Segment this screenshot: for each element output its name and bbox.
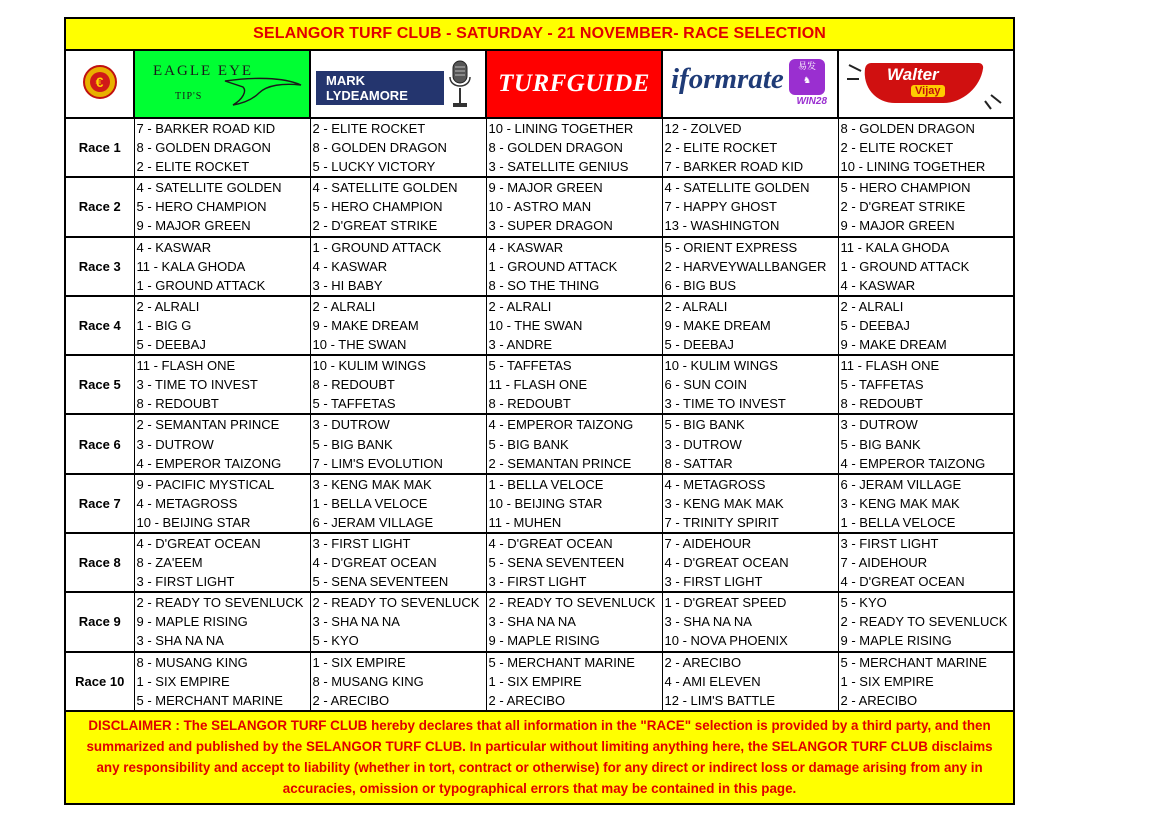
horse-pick: 7 - BARKER ROAD KID: [136, 121, 276, 136]
horse-pick: 3 - KENG MAK MAK: [840, 495, 960, 511]
horse-pick: 5 - MERCHANT MARINE: [488, 654, 635, 670]
horse-pick: 3 - FIRST LIGHT: [664, 574, 763, 590]
horse-pick: 6 - JERAM VILLAGE: [312, 514, 434, 530]
horse-pick: 3 - KENG MAK MAK: [664, 495, 784, 511]
horse-pick: 4 - D'GREAT OCEAN: [488, 535, 613, 551]
horse-pick: 8 - GOLDEN DRAGON: [840, 121, 975, 136]
horse-pick: 2 - D'GREAT STRIKE: [312, 218, 438, 234]
horse-pick: 2 - ARECIBO: [840, 692, 918, 708]
iformrate-badge-text: 易发: [797, 61, 816, 71]
tipster-picks-cell: [662, 533, 838, 592]
eagle-eye-logo-text: EAGLE EYE: [153, 63, 254, 79]
race-label: Race 1: [65, 118, 134, 177]
horse-pick: 8 - REDOUBT: [136, 396, 219, 412]
horse-pick: 1 - SIX EMPIRE: [840, 673, 934, 689]
tipster-picks-cell: [838, 652, 1014, 711]
horse-pick: 2 - ALRALI: [136, 298, 200, 314]
horse-pick: 1 - SIX EMPIRE: [136, 673, 230, 689]
horse-pick: 10 - BEIJING STAR: [136, 514, 251, 530]
tipster-picks-cell: [662, 592, 838, 651]
horse-pick: 4 - SATELLITE GOLDEN: [312, 180, 458, 196]
horse-pick: 5 - KYO: [840, 595, 887, 611]
tipster-picks-cell: [838, 355, 1014, 414]
horse-pick: 10 - KULIM WINGS: [312, 358, 426, 374]
horse-pick: 11 - MUHEN: [488, 514, 562, 530]
horse-pick: 5 - DEEBAJ: [136, 337, 206, 353]
horse-pick: 2 - SEMANTAN PRINCE: [488, 455, 632, 471]
horse-pick: 8 - REDOUBT: [312, 377, 395, 393]
horse-pick: 5 - BIG BANK: [488, 436, 569, 452]
iformrate-logo-sub: WIN28: [796, 96, 827, 107]
horse-pick: 5 - DEEBAJ: [664, 337, 734, 353]
horse-pick: 3 - FIRST LIGHT: [136, 574, 235, 590]
tipster-picks-cell: [134, 652, 310, 711]
race-label: Race 4: [65, 296, 134, 355]
horse-pick: 5 - BIG BANK: [312, 436, 393, 452]
iformrate-logo-text: iformrate: [671, 63, 784, 95]
tipster-picks-cell: [486, 296, 662, 355]
horse-pick: 8 - SO THE THING: [488, 277, 600, 293]
horse-pick: 2 - SEMANTAN PRINCE: [136, 417, 280, 433]
horse-pick: 9 - MAKE DREAM: [312, 317, 419, 333]
walter-logo-sub: Vijay: [911, 85, 945, 97]
horse-pick: 2 - READY TO SEVENLUCK: [840, 614, 1008, 630]
horse-pick: 6 - BIG BUS: [664, 277, 737, 293]
horse-pick: 8 - MUSANG KING: [136, 654, 248, 670]
eagle-wing-icon: [223, 75, 303, 109]
horse-pick: 10 - THE SWAN: [312, 337, 407, 353]
horse-pick: 4 - KASWAR: [840, 277, 916, 293]
horse-pick: 5 - KYO: [312, 633, 359, 649]
tipster-picks-cell: [310, 355, 486, 414]
mark-lydeamore-banner: [316, 71, 444, 105]
race-label: Race 8: [65, 533, 134, 592]
horse-pick: 5 - HERO CHAMPION: [840, 180, 971, 196]
microphone-icon: [447, 59, 473, 111]
horse-pick: 1 - GROUND ATTACK: [488, 258, 618, 274]
tipster-picks-cell: [134, 177, 310, 236]
race-label: Race 2: [65, 177, 134, 236]
horse-pick: 9 - PACIFIC MYSTICAL: [136, 476, 275, 492]
horse-pick: 4 - AMI ELEVEN: [664, 673, 761, 689]
horse-icon: ♞: [802, 75, 812, 85]
horse-pick: 11 - KALA GHODA: [136, 258, 246, 274]
tipster-picks-cell: [134, 533, 310, 592]
horse-pick: 12 - LIM'S BATTLE: [664, 692, 776, 708]
eagle-eye-logo: [134, 50, 310, 118]
tipster-picks-cell: [134, 355, 310, 414]
tipster-picks-cell: [486, 355, 662, 414]
horse-pick: 3 - DUTROW: [312, 417, 390, 433]
horse-pick: 1 - SIX EMPIRE: [488, 673, 582, 689]
horse-pick: 8 - SATTAR: [664, 455, 733, 471]
tipster-picks-cell: [134, 592, 310, 651]
horse-pick: 9 - MAKE DREAM: [840, 337, 947, 353]
horse-pick: 3 - SHA NA NA: [136, 633, 224, 649]
horse-pick: 4 - METAGROSS: [136, 495, 238, 511]
race-selection-sheet: [64, 17, 1015, 805]
disclaimer-row: [65, 711, 1014, 804]
horse-pick: 3 - DUTROW: [840, 417, 918, 433]
tipster-picks-cell: [310, 118, 486, 177]
horse-pick: 8 - GOLDEN DRAGON: [136, 140, 271, 156]
horse-pick: 7 - BARKER ROAD KID: [664, 159, 804, 175]
horse-pick: 4 - EMPEROR TAIZONG: [136, 455, 282, 471]
tipster-picks-cell: [662, 118, 838, 177]
tipster-picks-cell: [134, 296, 310, 355]
horse-pick: 5 - TAFFETAS: [312, 396, 396, 412]
walter-logo-text: Walter: [887, 65, 939, 84]
horse-pick: 5 - ORIENT EXPRESS: [664, 239, 798, 255]
horse-pick: 2 - ALRALI: [664, 298, 728, 314]
mark-logo-text-1: MARK: [326, 73, 365, 88]
horse-pick: 9 - MAJOR GREEN: [840, 218, 955, 234]
tipster-picks-cell: [486, 414, 662, 473]
horse-pick: 5 - MERCHANT MARINE: [840, 654, 987, 670]
horse-pick: 8 - GOLDEN DRAGON: [312, 140, 447, 156]
tipster-picks-cell: [838, 533, 1014, 592]
horse-pick: 8 - MUSANG KING: [312, 673, 424, 689]
iformrate-badge: [789, 59, 825, 95]
tipster-picks-cell: [662, 237, 838, 296]
horse-pick: 3 - SUPER DRAGON: [488, 218, 613, 234]
horse-pick: 7 - LIM'S EVOLUTION: [312, 455, 443, 471]
horse-pick: 1 - BELLA VELOCE: [840, 514, 956, 530]
horse-pick: 5 - LUCKY VICTORY: [312, 159, 436, 175]
tipster-picks-cell: [486, 177, 662, 236]
tipster-picks-cell: [310, 592, 486, 651]
tipster-picks-cell: [310, 533, 486, 592]
horse-pick: 3 - TIME TO INVEST: [664, 396, 786, 412]
tipster-picks-cell: [310, 177, 486, 236]
horse-pick: 5 - DEEBAJ: [840, 317, 910, 333]
horse-pick: 5 - HERO CHAMPION: [312, 199, 443, 215]
horse-pick: 4 - D'GREAT OCEAN: [312, 555, 437, 571]
horse-pick: 9 - MAPLE RISING: [488, 633, 600, 649]
race-label: Race 10: [65, 652, 134, 711]
horse-pick: 9 - MAJOR GREEN: [136, 218, 251, 234]
horse-pick: 9 - MAJOR GREEN: [488, 180, 603, 196]
table-row: [65, 177, 1014, 236]
table-row: [65, 296, 1014, 355]
tipster-picks-cell: [310, 652, 486, 711]
turfguide-logo-text: TURFGUIDE: [498, 70, 650, 97]
eagle-eye-logo-sub: TIP'S: [175, 91, 203, 102]
tipster-picks-cell: [310, 296, 486, 355]
horse-pick: 5 - BIG BANK: [840, 436, 921, 452]
race-selection-table: [64, 17, 1015, 805]
tipster-picks-cell: [134, 237, 310, 296]
horse-pick: 2 - ELITE ROCKET: [840, 140, 954, 156]
horse-pick: 3 - FIRST LIGHT: [840, 535, 939, 551]
horse-pick: 4 - D'GREAT OCEAN: [136, 535, 261, 551]
horse-pick: 6 - SUN COIN: [664, 377, 747, 393]
horse-pick: 5 - SENA SEVENTEEN: [312, 574, 449, 590]
race-label: Race 5: [65, 355, 134, 414]
tipster-picks-cell: [134, 118, 310, 177]
table-row: [65, 414, 1014, 473]
horse-pick: 8 - GOLDEN DRAGON: [488, 140, 623, 156]
table-row: [65, 592, 1014, 651]
horse-pick: 10 - LINING TOGETHER: [488, 121, 634, 136]
horse-pick: 10 - NOVA PHOENIX: [664, 633, 788, 649]
tipster-picks-cell: [838, 177, 1014, 236]
horse-pick: 2 - READY TO SEVENLUCK: [136, 595, 304, 611]
tipster-picks-cell: [310, 414, 486, 473]
tipster-picks-cell: [662, 355, 838, 414]
horse-pick: 2 - D'GREAT STRIKE: [840, 199, 966, 215]
horse-pick: 1 - SIX EMPIRE: [312, 654, 406, 670]
tipster-picks-cell: [838, 474, 1014, 533]
race-label: Race 9: [65, 592, 134, 651]
horse-pick: 4 - KASWAR: [312, 258, 388, 274]
mark-logo-text-2: LYDEAMORE: [326, 88, 408, 103]
tipster-picks-cell: [662, 177, 838, 236]
turfguide-logo: [486, 50, 662, 118]
tipster-picks-cell: [838, 592, 1014, 651]
horse-pick: 3 - DUTROW: [136, 436, 214, 452]
horse-pick: 7 - AIDEHOUR: [840, 555, 928, 571]
horse-pick: 2 - READY TO SEVENLUCK: [488, 595, 656, 611]
tipster-picks-cell: [838, 118, 1014, 177]
horse-pick: 11 - FLASH ONE: [488, 377, 588, 393]
tipster-picks-cell: [486, 118, 662, 177]
horse-pick: 3 - TIME TO INVEST: [136, 377, 258, 393]
horse-pick: 3 - DUTROW: [664, 436, 742, 452]
stc-logo: [65, 50, 134, 118]
horse-pick: 7 - TRINITY SPIRIT: [664, 514, 779, 530]
tipster-picks-cell: [486, 474, 662, 533]
horse-pick: 3 - SHA NA NA: [488, 614, 576, 630]
horse-pick: 2 - ALRALI: [312, 298, 376, 314]
horse-pick: 9 - MAPLE RISING: [840, 633, 952, 649]
horse-pick: 4 - EMPEROR TAIZONG: [840, 455, 986, 471]
horse-pick: 1 - BELLA VELOCE: [312, 495, 428, 511]
horse-pick: 4 - KASWAR: [136, 239, 212, 255]
table-row: [65, 237, 1014, 296]
tipster-picks-cell: [838, 296, 1014, 355]
horse-pick: 10 - ASTRO MAN: [488, 199, 592, 215]
horse-pick: 9 - MAKE DREAM: [664, 317, 771, 333]
horse-pick: 11 - FLASH ONE: [840, 358, 940, 374]
horse-pick: 1 - GROUND ATTACK: [840, 258, 970, 274]
horse-pick: 2 - HARVEYWALLBANGER: [664, 258, 827, 274]
horse-pick: 1 - GROUND ATTACK: [312, 239, 442, 255]
table-row: [65, 118, 1014, 177]
tipster-picks-cell: [662, 652, 838, 711]
horse-pick: 5 - TAFFETAS: [488, 358, 572, 374]
tipster-picks-cell: [662, 296, 838, 355]
horse-pick: 2 - ALRALI: [488, 298, 552, 314]
horse-pick: 5 - BIG BANK: [664, 417, 745, 433]
horse-pick: 3 - SATELLITE GENIUS: [488, 159, 629, 175]
horse-pick: 5 - TAFFETAS: [840, 377, 924, 393]
horse-pick: 2 - ARECIBO: [312, 692, 390, 708]
horse-pick: 2 - ELITE ROCKET: [664, 140, 778, 156]
horse-pick: 1 - D'GREAT SPEED: [664, 595, 787, 611]
horse-pick: 3 - FIRST LIGHT: [312, 535, 411, 551]
horse-pick: 7 - HAPPY GHOST: [664, 199, 777, 215]
tipster-picks-cell: [486, 592, 662, 651]
horse-pick: 3 - FIRST LIGHT: [488, 574, 587, 590]
tipster-picks-cell: [662, 474, 838, 533]
horse-pick: 3 - KENG MAK MAK: [312, 476, 432, 492]
horse-pick: 2 - ELITE ROCKET: [136, 159, 250, 175]
horse-pick: 3 - SHA NA NA: [664, 614, 752, 630]
horse-pick: 2 - ALRALI: [840, 298, 904, 314]
walter-vijay-logo: [838, 50, 1014, 118]
stc-emblem-icon: €: [83, 65, 117, 99]
horse-pick: 1 - GROUND ATTACK: [136, 277, 266, 293]
horse-pick: 5 - MERCHANT MARINE: [136, 692, 283, 708]
tipster-picks-cell: [134, 414, 310, 473]
tipster-picks-cell: [838, 414, 1014, 473]
horse-pick: 3 - HI BABY: [312, 277, 383, 293]
table-row: [65, 652, 1014, 711]
horse-pick: 1 - BIG G: [136, 317, 192, 333]
horse-pick: 3 - ANDRE: [488, 337, 553, 353]
horse-pick: 5 - HERO CHAMPION: [136, 199, 267, 215]
horse-pick: 7 - AIDEHOUR: [664, 535, 752, 551]
horse-pick: 4 - SATELLITE GOLDEN: [664, 180, 810, 196]
mark-lydeamore-logo: [310, 50, 486, 118]
table-row: [65, 533, 1014, 592]
horse-pick: 8 - ZA'EEM: [136, 555, 203, 571]
race-label: Race 3: [65, 237, 134, 296]
tipster-picks-cell: [486, 533, 662, 592]
table-row: [65, 355, 1014, 414]
horse-pick: 8 - REDOUBT: [840, 396, 923, 412]
horse-pick: 12 - ZOLVED: [664, 121, 742, 136]
horse-pick: 2 - ELITE ROCKET: [312, 121, 426, 136]
race-label: Race 6: [65, 414, 134, 473]
horse-pick: 10 - LINING TOGETHER: [840, 159, 986, 175]
horse-pick: 11 - KALA GHODA: [840, 239, 950, 255]
horse-pick: 3 - SHA NA NA: [312, 614, 400, 630]
tipster-picks-cell: [310, 474, 486, 533]
page-title: SELANGOR TURF CLUB - SATURDAY - 21 NOVEMBER- RACE SELECTION: [65, 18, 1014, 50]
horse-pick: 4 - EMPEROR TAIZONG: [488, 417, 634, 433]
horse-pick: 11 - FLASH ONE: [136, 358, 236, 374]
horse-pick: 10 - KULIM WINGS: [664, 358, 778, 374]
horse-pick: 10 - BEIJING STAR: [488, 495, 603, 511]
horse-pick: 5 - SENA SEVENTEEN: [488, 555, 625, 571]
horse-pick: 2 - ARECIBO: [664, 654, 742, 670]
horse-pick: 2 - READY TO SEVENLUCK: [312, 595, 480, 611]
horse-pick: 9 - MAPLE RISING: [136, 614, 248, 630]
table-row: [65, 474, 1014, 533]
tipster-picks-cell: [486, 652, 662, 711]
disclaimer-text: DISCLAIMER : The SELANGOR TURF CLUB hereby declares that all information in the "RACE" selection is provided by a third party, and then summarized and published by the SELANGOR TURF CLUB. In particular without limiting anything here, the SELANGOR TURF CLUB disclaims any responsibility and accept to liability (whether in tort, contract or otherwise) for any direct or indirect loss or damage arising from any in accuracies, omission or typographical errors that may be contained in this page.: [65, 711, 1014, 804]
tipster-picks-cell: [662, 414, 838, 473]
horse-pick: 4 - KASWAR: [488, 239, 564, 255]
horse-pick: 4 - METAGROSS: [664, 476, 766, 492]
horse-pick: 4 - SATELLITE GOLDEN: [136, 180, 282, 196]
race-label: Race 7: [65, 474, 134, 533]
horse-pick: 4 - D'GREAT OCEAN: [840, 574, 965, 590]
horse-pick: 2 - ARECIBO: [488, 692, 566, 708]
horse-pick: 13 - WASHINGTON: [664, 218, 780, 234]
horse-pick: 1 - BELLA VELOCE: [488, 476, 604, 492]
tipster-picks-cell: [486, 237, 662, 296]
horse-pick: 6 - JERAM VILLAGE: [840, 476, 962, 492]
horse-pick: 8 - REDOUBT: [488, 396, 571, 412]
tipster-picks-cell: [134, 474, 310, 533]
tipster-picks-cell: [838, 237, 1014, 296]
horse-pick: 10 - THE SWAN: [488, 317, 583, 333]
horse-pick: 4 - D'GREAT OCEAN: [664, 555, 789, 571]
iformrate-logo: [662, 50, 838, 118]
tipster-picks-cell: [310, 237, 486, 296]
